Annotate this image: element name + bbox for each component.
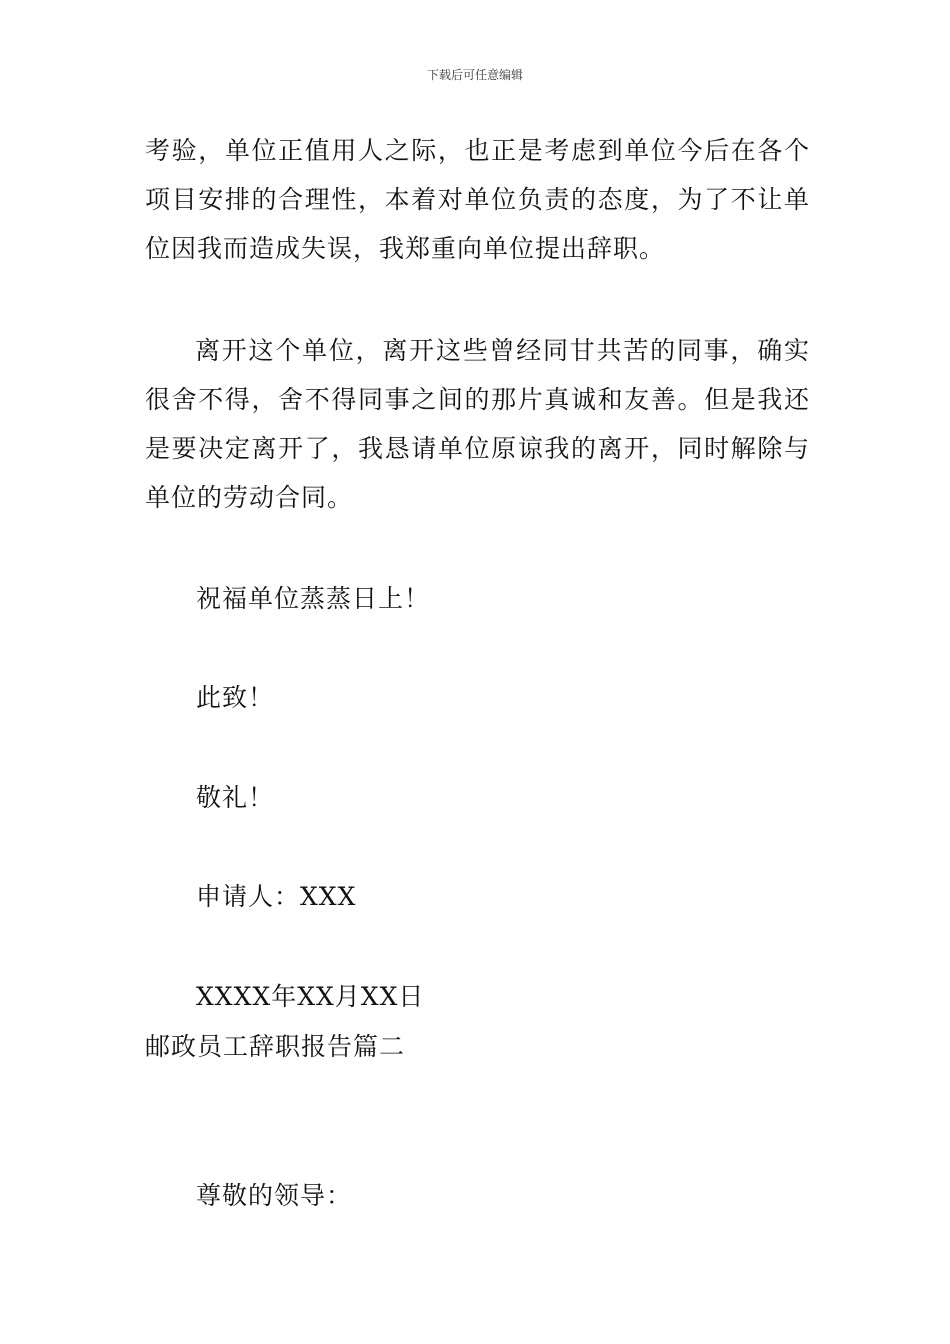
closing-line-1: 此致！ [196,683,275,712]
body-paragraph-1: 考验，单位正值用人之际，也正是考虑到单位今后在各个项目安排的合理性，本着对单位负责的态度，为了不让单位因我而造成失误，我郑重向单位提出辞职。 [145,136,810,263]
blessing-line: 祝福单位蒸蒸日上！ [196,584,431,613]
header-note: 下载后可任意编辑 [426,68,523,82]
closing-line-2: 敬礼！ [196,783,275,812]
date-line: XXXX年XX月XX日 [196,982,425,1011]
section-title: 邮政员工辞职报告篇二 [145,1032,406,1061]
body-paragraph-2: 离开这个单位，离开这些曾经同甘共苦的同事，确实很舍不得，舍不得同事之间的那片真诚和友善。但是我还是要决定离开了，我恳请单位原谅我的离开，同时解除与单位的劳动合同。 [145,336,810,512]
applicant-line: 申请人：XXX [196,882,357,911]
salutation-line: 尊敬的领导： [196,1181,353,1210]
